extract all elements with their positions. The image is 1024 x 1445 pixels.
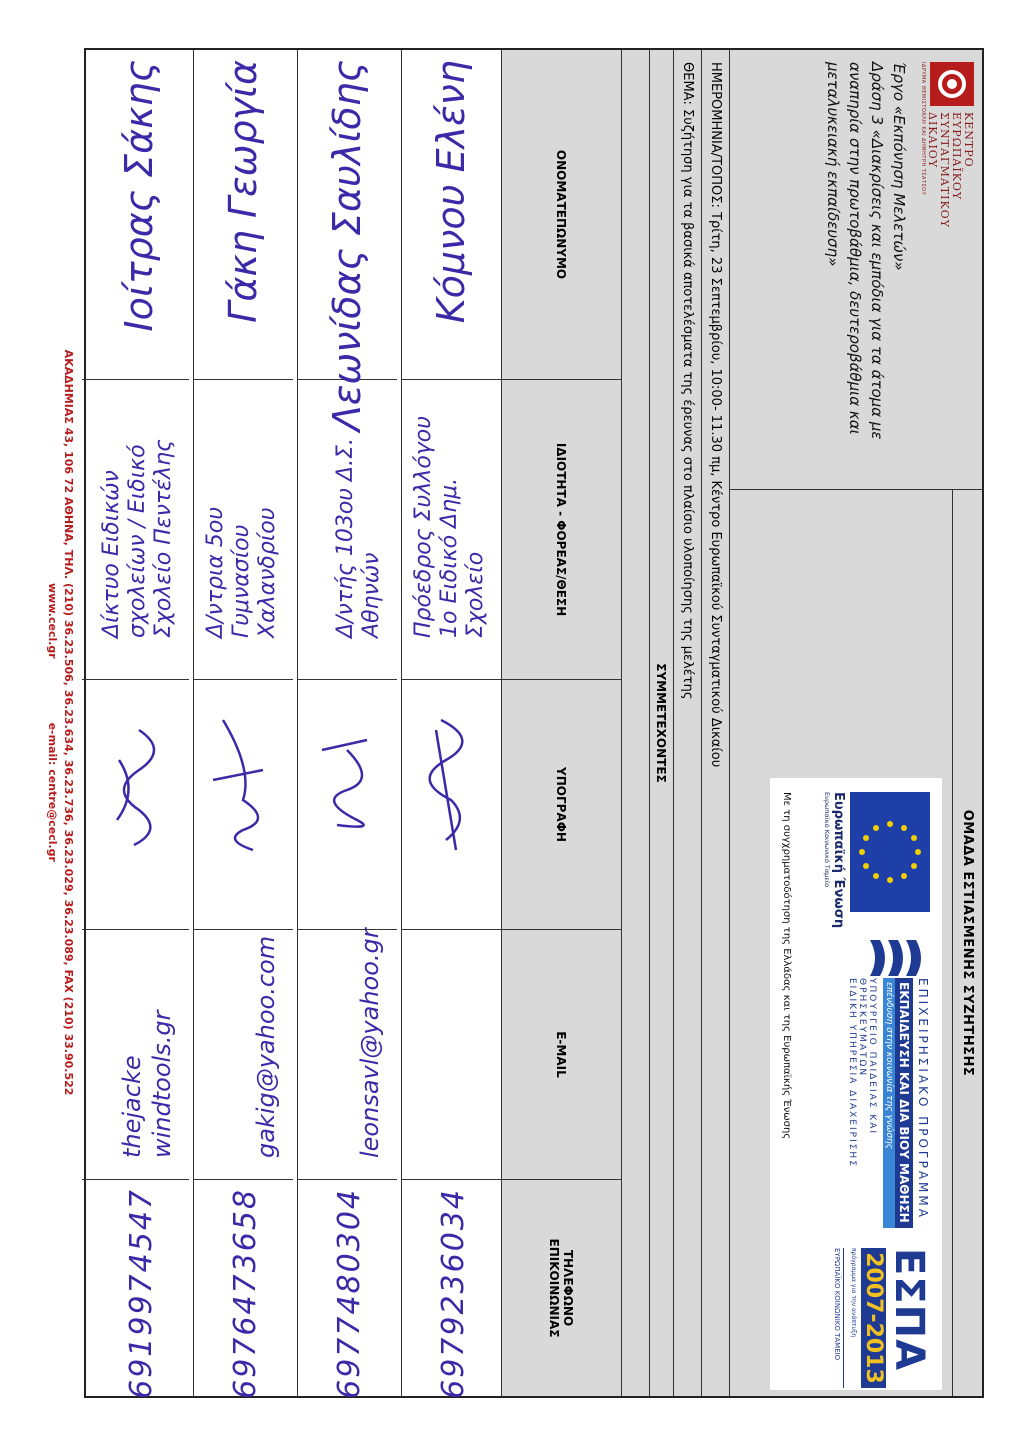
participant-signature-cell bbox=[82, 680, 189, 930]
program-logo-block bbox=[847, 978, 930, 1228]
participant-name-cell bbox=[402, 50, 501, 380]
participant-role: Πρόεδρος Συλλόγου 1ο Ειδικό Δημ. Σχολείο bbox=[411, 416, 488, 638]
espa-logo-block bbox=[833, 1248, 930, 1388]
participant-name: Κόμνου Ελένη bbox=[429, 60, 473, 324]
col-header-phone-line: ΕΠΙΚΟΙΝΩΝΙΑΣ bbox=[547, 1238, 562, 1338]
eu-subtitle: Ευρωπαϊκό Κοινωνικό Ταμείο bbox=[823, 792, 831, 888]
participant-email-cell bbox=[82, 930, 189, 1180]
logo-line: ΚΕΝΤΡΟ bbox=[962, 112, 975, 168]
participant-email: gakig@yahoo.com bbox=[252, 935, 280, 1158]
participant-name-cell bbox=[82, 50, 189, 380]
blank-separator-row bbox=[621, 50, 649, 1396]
eu-stars-icon bbox=[856, 818, 924, 886]
espa-motto: πρόγραμμα για την ανάπτυξη bbox=[850, 1248, 857, 1338]
participant-phone-cell bbox=[82, 1180, 189, 1399]
participant-name: Ιοίτρας Σάκης bbox=[117, 60, 161, 332]
ministry-service: ΕΙΔΙΚΗ ΥΠΗΡΕΣΙΑ ΔΙΑΧΕΙΡΙΣΗΣ bbox=[847, 978, 857, 1168]
eu-flag-icon bbox=[850, 792, 930, 912]
participant-name-cell bbox=[194, 50, 293, 380]
participant-phone: 6977480304 bbox=[332, 1188, 367, 1399]
project-action-line: μεταλυκειακή εκπαίδευση» bbox=[824, 62, 842, 267]
logo-subtext: ΙΔΡΥΜΑ ΘΕΜΙΣΤΟΚΛΗ ΚΑΙ ΔΗΜΗΤΡΗ ΤΣΑΤΣΟΥ bbox=[920, 62, 926, 196]
participant-role: Δ/ντρια 5ου Γυμνασίου Χαλανδρίου bbox=[203, 506, 280, 638]
handwritten-signature bbox=[307, 710, 387, 860]
theme-row: ΘΕΜΑ: Συζήτηση για τα βασικά αποτελέσματα της έρευνας στο πλαίσιο υλοποίησης της μελέτης bbox=[673, 50, 701, 1396]
participant-email-cell bbox=[298, 930, 397, 1180]
project-action-line: αναπηρία στην πρωτοβάθμια, δευτεροβάθμια και bbox=[846, 62, 864, 435]
participant-role-cell bbox=[402, 380, 501, 680]
participant-role-cell bbox=[82, 380, 189, 680]
cecl-logo-icon bbox=[930, 62, 974, 106]
program-wave-icon bbox=[858, 938, 928, 978]
participant-phone-cell bbox=[402, 1180, 501, 1399]
participant-role: Δίκτυο Ειδικών σχολείων / Ειδικό Σχολείο Πεντέλης bbox=[99, 439, 176, 638]
cofunding-text: Με τη συγχρηματοδότηση της Ελλάδας και της Ευρωπαϊκής Ένωσης bbox=[781, 792, 792, 1140]
participant-row bbox=[401, 50, 501, 1399]
participant-role-cell bbox=[194, 380, 293, 680]
participant-row bbox=[82, 50, 189, 1399]
espa-logo-title: ΕΣΠΑ bbox=[886, 1248, 932, 1372]
espa-esf-label: ΕΥΡΩΠΑΪΚΟ ΚΟΙΝΩΝΙΚΟ ΤΑΜΕΙΟ bbox=[833, 1248, 844, 1388]
footer-website[interactable]: www.cecl.gr bbox=[46, 583, 59, 659]
header-band bbox=[729, 50, 982, 1396]
col-header-phone-line: ΤΗΛΕΦΩΝΟ bbox=[561, 1249, 576, 1327]
date-place-row: ΗΜΕΡΟΜΗΝΙΑ/ΤΟΠΟΣ: Τρίτη, 23 Σεπτεμβρίου, 10:00- 11.30 πμ, Κέντρο Ευρωπαϊκού Συνταγματικού Δικαίου bbox=[701, 50, 729, 1396]
participant-name: Λεωνίδας Σαυλίδης bbox=[325, 60, 369, 432]
participant-signature-cell bbox=[194, 680, 293, 930]
project-title: Έργο «Εκπόνηση Μελετών» bbox=[890, 62, 908, 271]
participant-signature-cell bbox=[402, 680, 501, 930]
eu-title: Ευρωπαϊκή Ένωση bbox=[831, 792, 846, 929]
participant-signature-cell bbox=[298, 680, 397, 930]
footer bbox=[44, 48, 76, 1397]
col-header-role: ΙΔΙΟΤΗΤΑ - ΦΟΡΕΑΣ/ΘΕΣΗ bbox=[502, 380, 621, 680]
logo-line: ΣΥΝΤΑΓΜΑΤΙΚΟΥ bbox=[938, 112, 951, 228]
participant-email: leonsavl@yahoo.gr bbox=[356, 928, 384, 1158]
focus-group-title: ΟΜΑΔΑ ΕΣΤΙΑΣΜΕΝΗΣ ΣΥΖΗΤΗΣΗΣ bbox=[952, 490, 982, 1396]
cecl-logo bbox=[926, 62, 974, 228]
participants-heading: ΣΥΜΜΕΤΕΧΟΝΤΕΣ bbox=[649, 50, 673, 1396]
participant-row bbox=[297, 50, 397, 1399]
logo-line: ΕΥΡΩΠΑΪΚΟΥ bbox=[950, 112, 963, 201]
footer-address: ΑΚΑΔΗΜΙΑΣ 43, 106 72 ΑΘΗΝΑ, ΤΗΛ. (210) 36.23.506, 36.23.634, 36.23.736, 36.23.029, 36.23.089, FAX (210) 33.90.522 bbox=[62, 349, 75, 1096]
cecl-logo-text bbox=[926, 112, 974, 228]
espa-years: 2007-2013 bbox=[861, 1248, 886, 1388]
participant-role: Δ/ντής 103ου Δ.Σ. Αθηνών bbox=[333, 438, 384, 638]
col-header-email: E-MAIL bbox=[502, 930, 621, 1180]
footer-email[interactable]: e-mail: centre@cecl.gr bbox=[46, 722, 59, 862]
project-action-line: Δράση 3 «Διακρίσεις και εμπόδια για τα άτομα με bbox=[868, 62, 886, 440]
col-header-name: ΟΝΟΜΑΤΕΠΩΝΥΜΟ bbox=[502, 50, 621, 380]
participant-row bbox=[193, 50, 293, 1399]
participant-name-cell bbox=[298, 50, 397, 432]
logo-line: ΔΙΚΑΙΟΥ bbox=[926, 112, 939, 169]
participant-phone: 6976473658 bbox=[228, 1188, 263, 1399]
program-name: ΕΚΠΑΙΔΕΥΣΗ ΚΑΙ ΔΙΑ ΒΙΟΥ ΜΑΘΗΣΗ bbox=[895, 978, 913, 1228]
handwritten-signature bbox=[411, 710, 491, 860]
logo-and-project-cell bbox=[729, 50, 982, 490]
project-description bbox=[822, 62, 910, 482]
footer-contact bbox=[44, 48, 60, 1397]
eu-logo-block bbox=[823, 792, 930, 952]
participant-phone: 6979236034 bbox=[436, 1188, 471, 1399]
participant-email: thejacke windtools.gr bbox=[118, 1010, 176, 1158]
participant-phone-cell bbox=[194, 1180, 293, 1399]
participant-phone-cell bbox=[298, 1180, 397, 1399]
ministry-name: ΥΠΟΥΡΓΕΙΟ ΠΑΙΔΕΙΑΣ ΚΑΙ ΘΡΗΣΚΕΥΜΑΤΩΝ bbox=[857, 978, 877, 1136]
column-header-row bbox=[501, 50, 621, 1396]
program-title: ΕΠΙΧΕΙΡΗΣΙΑΚΟ ΠΡΟΓΡΑΜΜΑ bbox=[916, 978, 930, 1220]
handwritten-signature bbox=[99, 710, 179, 860]
funding-banner bbox=[770, 778, 942, 1390]
handwritten-signature bbox=[203, 710, 283, 860]
program-motto: επένδυση στην κοινωνία της γνώσης bbox=[883, 978, 895, 1228]
col-header-signature: ΥΠΟΓΡΑΦΗ bbox=[502, 680, 621, 930]
participant-name: Γάκη Γεωργία bbox=[221, 60, 265, 323]
participant-email-cell bbox=[402, 930, 501, 1180]
participant-role-cell bbox=[298, 380, 397, 680]
col-header-phone bbox=[502, 1180, 621, 1396]
focus-group-attendance-table bbox=[84, 48, 984, 1398]
participant-email-cell bbox=[194, 930, 293, 1180]
participant-phone: 6919974547 bbox=[124, 1188, 159, 1399]
